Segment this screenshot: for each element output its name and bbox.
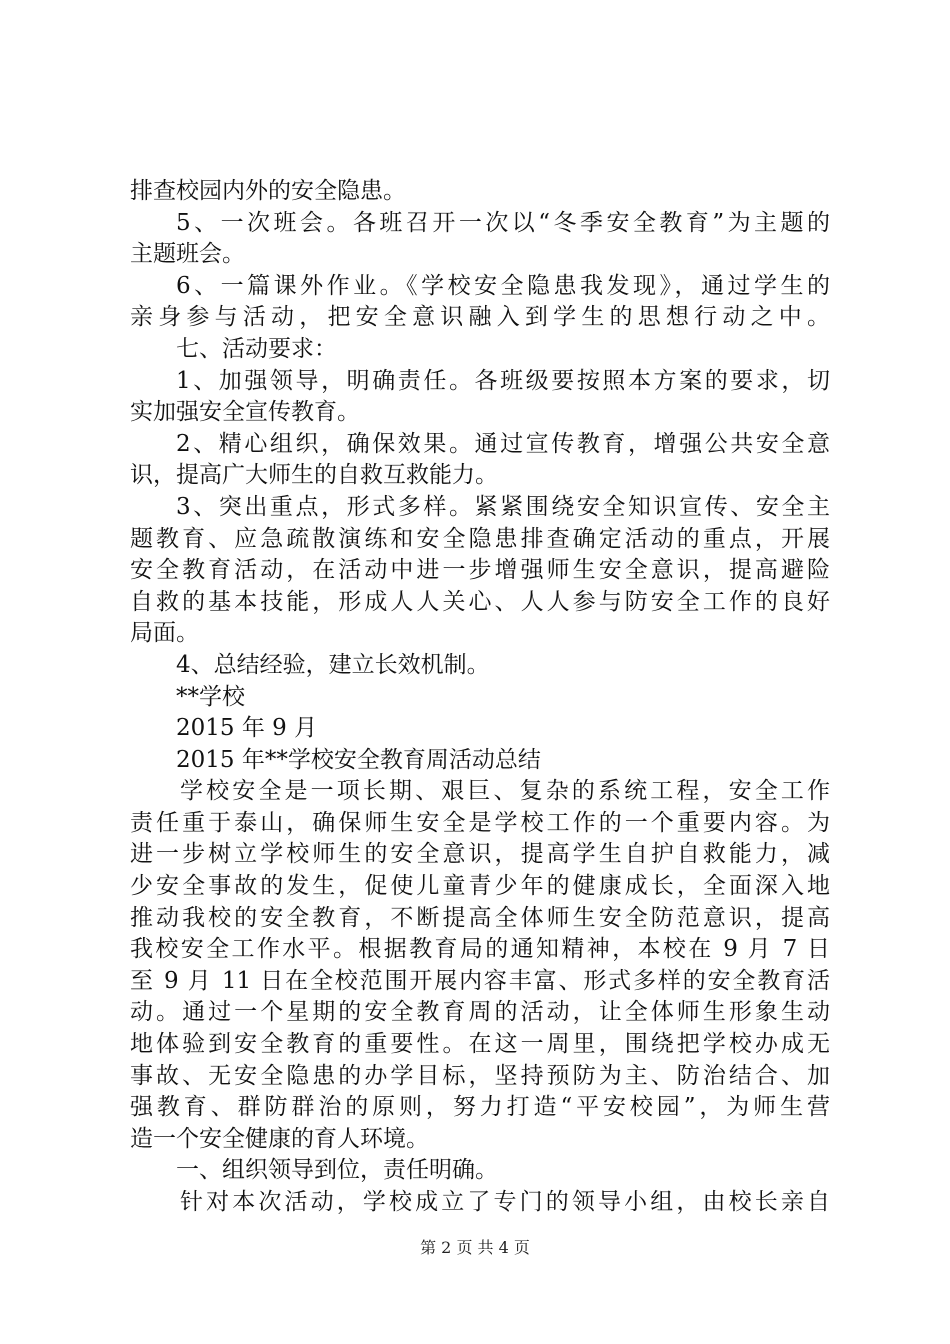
text-line: 学校安全是一项长期、艰巨、复杂的系统工程，安全工作 (180, 778, 830, 805)
text-line: 我校安全工作水平。根据教育局的通知精神，本校在 9 月 7 日 (130, 936, 830, 963)
text-line: 推动我校的安全教育，不断提高全体师生安全防范意识，提高 (130, 904, 830, 931)
text-line: 责任重于泰山，确保师生安全是学校工作的一个重要内容。为 (130, 809, 830, 836)
text-line: 造一个安全健康的育人环境。 (130, 1125, 429, 1152)
document-title: 2015 年**学校安全教育周活动总结 (176, 746, 541, 773)
text-line: 亲身参与活动，把安全意识融入到学生的思想行动之中。 (130, 304, 830, 331)
text-line: 实加强安全宣传教育。 (130, 399, 360, 426)
text-line: 针对本次活动，学校成立了专门的领导小组，由校长亲自 (180, 1189, 830, 1215)
signature-date: 2015 年 9 月 (176, 715, 318, 742)
text-line: 地体验到安全教育的重要性。在这一周里，围绕把学校办成无 (130, 1031, 830, 1058)
text-line: 动。通过一个星期的安全教育周的活动，让全体师生形象生动 (130, 999, 830, 1026)
text-line: 识，提高广大师生的自救互救能力。 (130, 462, 498, 489)
text-line: 6、一篇课外作业。《学校安全隐患我发现》，通过学生的 (176, 272, 830, 299)
text-line: 强教育、群防群治的原则，努力打造“平安校园”，为师生营 (130, 1094, 830, 1121)
page-number: 第 2 页 共 4 页 (420, 1238, 530, 1257)
text-line: 事故、无安全隐患的办学目标，坚持预防为主、防治结合、加 (130, 1062, 830, 1089)
text-line: 主题班会。 (130, 241, 245, 268)
section-heading: 一、组织领导到位，责任明确。 (176, 1157, 498, 1184)
text-line: 至 9 月 11 日在全校范围开展内容丰富、形式多样的安全教育活 (130, 967, 830, 994)
text-line: 自救的基本技能，形成人人关心、人人参与防安全工作的良好 (130, 588, 830, 615)
text-line: 排查校园内外的安全隐患。 (130, 178, 406, 204)
document-body (130, 176, 830, 1219)
text-line: 3、突出重点，形式多样。紧紧围绕安全知识宣传、安全主 (176, 493, 830, 520)
text-line: 5、一次班会。各班召开一次以“冬季安全教育”为主题的 (176, 209, 830, 236)
text-line: 1、加强领导，明确责任。各班级要按照本方案的要求，切 (176, 367, 830, 394)
text-line: 局面。 (130, 620, 199, 647)
signature-school: **学校 (176, 683, 245, 710)
text-line: 进一步树立学校师生的安全意识，提高学生自护自救能力，减 (130, 841, 830, 868)
text-line: 题教育、应急疏散演练和安全隐患排查确定活动的重点，开展 (130, 525, 830, 552)
text-line: 2、精心组织，确保效果。通过宣传教育，增强公共安全意 (176, 430, 830, 457)
text-line: 少安全事故的发生，促使儿童青少年的健康成长，全面深入地 (130, 873, 830, 900)
section-heading: 七、活动要求： (176, 335, 337, 362)
text-line: 4、总结经验，建立长效机制。 (176, 651, 490, 678)
text-line: 安全教育活动，在活动中进一步增强师生安全意识，提高避险 (130, 557, 830, 584)
